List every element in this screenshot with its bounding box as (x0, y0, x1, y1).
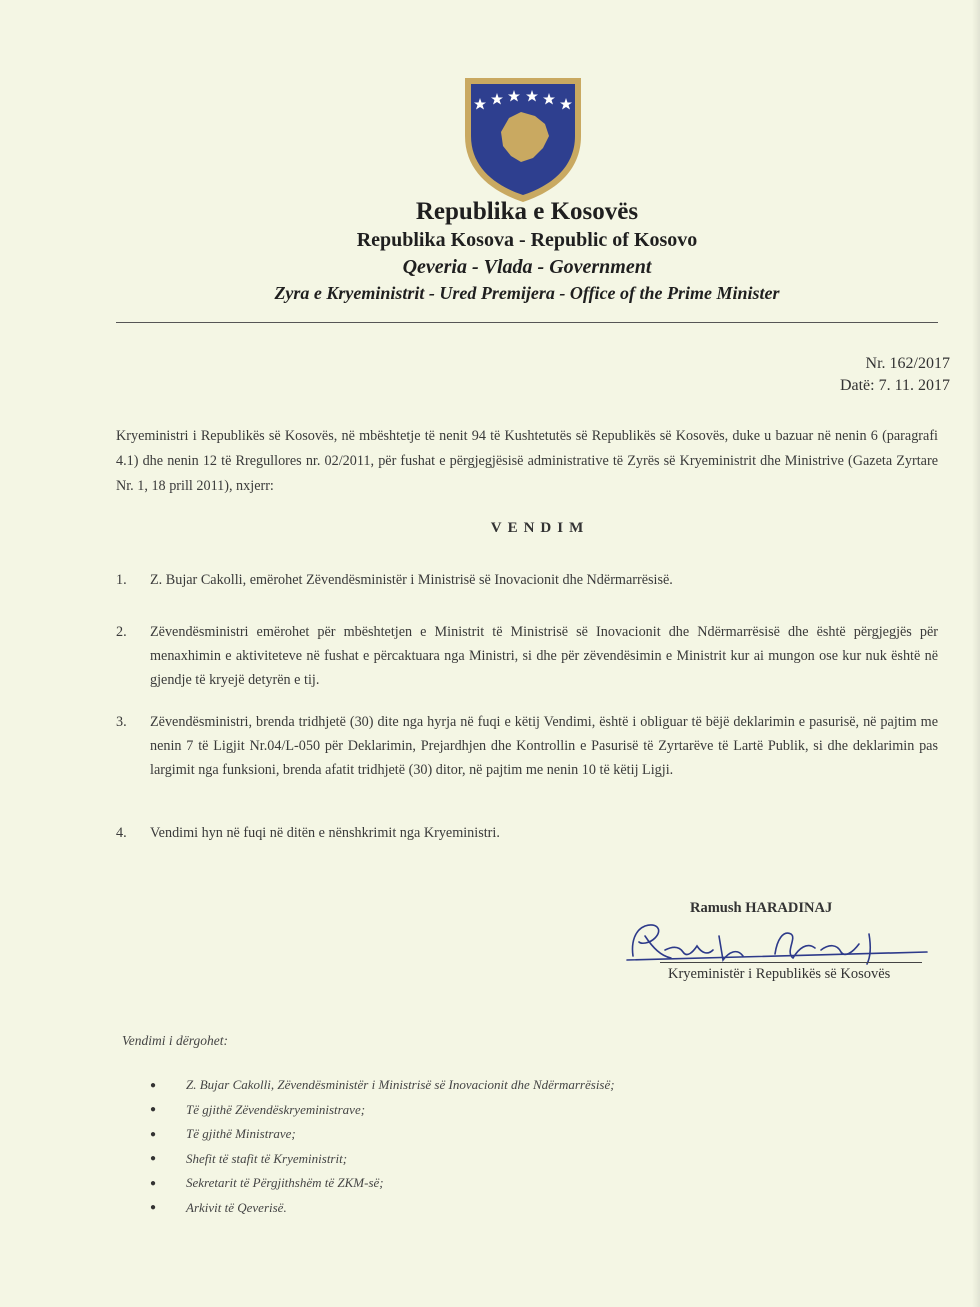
recipient-text: Arkivit të Qeverisë. (186, 1199, 287, 1215)
item-text: Zëvendësministri, brenda tridhjetë (30) dite nga hyrja në fuqi e këtij Vendimi, është i obliguar të bëjë deklarimin e pasurisë, në pajtim me nenin 7 të Ligjit Nr.04/L-050 për Deklarimin, Prejardhjen dhe Kontrollin e Pasurisë të Zyrtarëve të Lartë Publik, si dhe deklarimin pas largimit nga funksioni, brenda afatit tridhjetë (30) ditor, në pajtim me nenin 10 të këtij Ligji. (150, 714, 938, 778)
page-edge-shadow (972, 0, 980, 1307)
item-text: Z. Bujar Cakolli, emërohet Zëvendësministër i Ministrisë së Inovacionit dhe Ndërmarrësisë. (150, 572, 673, 588)
kosovo-coat-of-arms-emblem (461, 74, 585, 204)
list-item (150, 1098, 615, 1123)
handwritten-signature (625, 912, 930, 972)
recipient-text: Të gjithë Ministrave; (186, 1126, 296, 1142)
country-multilingual: Republika Kosova - Republic of Kosovo (356, 229, 698, 251)
list-item (150, 1147, 615, 1172)
office-title: Zyra e Kryeministrit - Ured Premijera - Office of the Prime Minister (274, 283, 780, 303)
decision-title: VENDIM (490, 520, 590, 536)
recipient-text: Z. Bujar Cakolli, Zëvendësministër i Ministrisë së Inovacionit dhe Ndërmarrësisë; (186, 1077, 615, 1093)
item-text: Vendimi hyn në fuqi në ditën e nënshkrimit nga Kryeministri. (150, 825, 500, 841)
decision-item (116, 821, 938, 845)
intro-paragraph: Kryeministri i Republikës së Kosovës, në mbështetje të nenit 94 të Kushtetutës së Republikës së Kosovës, duke u bazuar në nenin 6 (paragrafi 4.1) dhe nenin 12 të Rregullores nr. 02/2011, për fushat e përgjegjësisë administrative të Zyrës së Kryeministrit dhe Ministrive (Gazeta Zyrtare Nr. 1, 18 prill 2011), nxjerr: (116, 428, 938, 494)
distribution-list (150, 1073, 615, 1220)
item-text: Zëvendësministri emërohet për mbështetjen e Ministrit të Ministrisë së Inovacionit dhe Ndërmarrësisë dhe është përgjegjës për menaxhimin e aktiviteteve në fushat e përcaktuara nga Ministri, si dhe për zëvendësimin e Ministrit kur ai mungon ose kur nuk është në gjendje të kryejë detyrën e tij. (150, 624, 938, 688)
bullet-icon: ● (150, 1104, 157, 1116)
signer-title: Kryeministër i Republikës së Kosovës (668, 966, 891, 982)
bullet-icon: ● (150, 1079, 157, 1091)
recipient-text: Të gjithë Zëvendëskryeministrave; (186, 1101, 366, 1117)
signature-line (660, 962, 922, 963)
list-item (150, 1073, 615, 1098)
item-number: 3. (116, 714, 127, 730)
government-title: Qeveria - Vlada - Government (402, 256, 652, 278)
bullet-icon: ● (150, 1177, 157, 1189)
item-number: 2. (116, 624, 127, 640)
country-title: Republika e Kosovës (415, 198, 639, 225)
bullet-icon: ● (150, 1153, 157, 1165)
signer-name: Ramush HARADINAJ (690, 900, 833, 916)
decision-item (116, 710, 938, 782)
recipient-text: Shefit të stafit të Kryeministrit; (186, 1150, 348, 1166)
document-date: Datë: 7. 11. 2017 (839, 377, 950, 394)
list-item (150, 1196, 615, 1221)
decision-item (116, 568, 938, 592)
distribution-title: Vendimi i dërgohet: (122, 1033, 228, 1048)
header-divider (116, 322, 938, 323)
document-number: Nr. 162/2017 (865, 355, 950, 372)
bullet-icon: ● (150, 1202, 157, 1214)
decision-item (116, 620, 938, 692)
bullet-icon: ● (150, 1128, 157, 1140)
list-item (150, 1122, 615, 1147)
item-number: 4. (116, 825, 127, 841)
list-item (150, 1171, 615, 1196)
recipient-text: Sekretarit të Përgjithshëm të ZKM-së; (186, 1175, 384, 1191)
item-number: 1. (116, 572, 127, 588)
